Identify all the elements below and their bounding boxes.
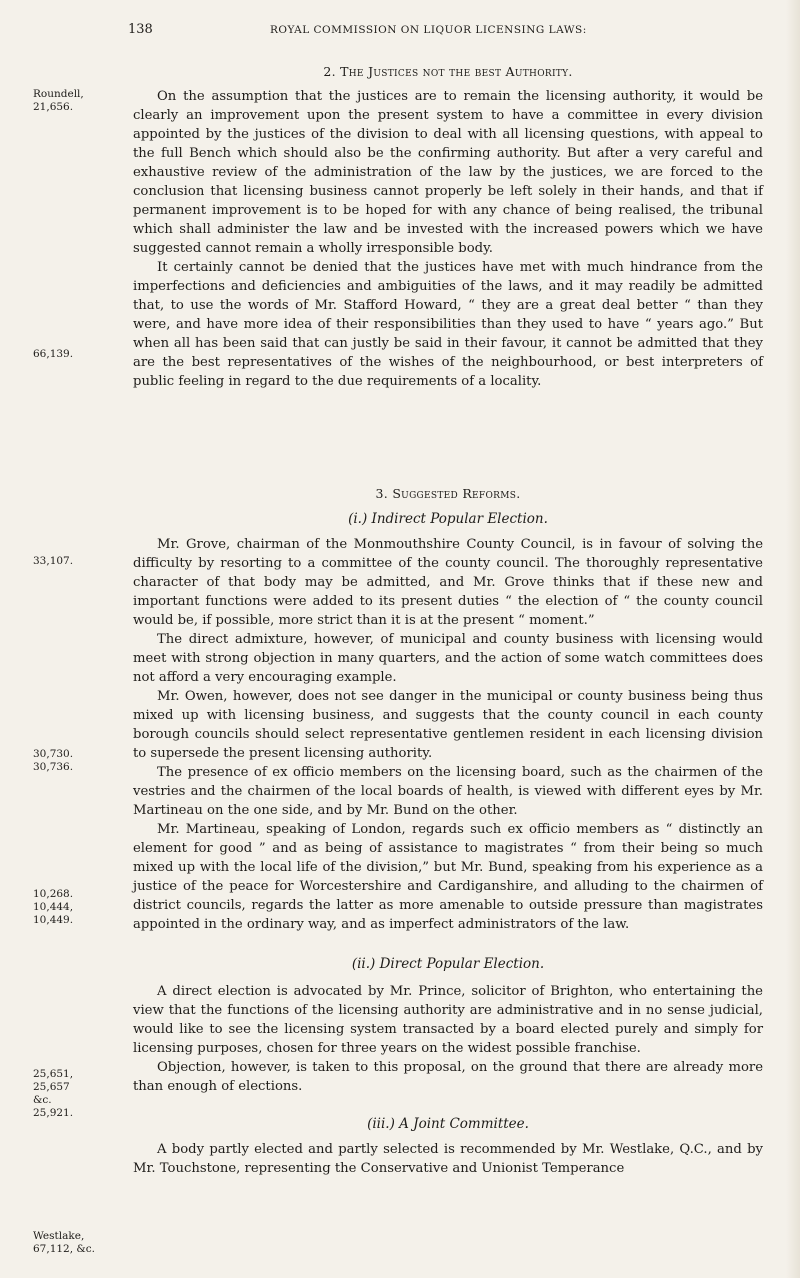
paragraph: Mr. Martineau, speaking of London, regards such ex officio members as “ distinctly an element for good ” and as being of assistance to magistrates “ from their being so much mixed up with the local life of the division,” but Mr. Bund, speaking from his experience as a justice of the peace for Worcestershire and Cardiganshire, and alluding to the chairmen of district councils, regards the latter as more amenable to outside pressure than magistrates appointed in the ordinary way, and as imperfect administrators of the law. xyxy=(133,822,763,932)
section-3-title: 3. Suggested Reforms. xyxy=(375,486,521,501)
paragraph: Objection, however, is taken to this proposal, on the ground that there are already more than enough of elections. xyxy=(133,1060,763,1094)
margin-note-25651: 25,651, 25,657 &c. 25,921. xyxy=(33,1068,74,1119)
margin-note-roundell: Roundell, 21,656. xyxy=(33,88,84,113)
page-edge-shadow xyxy=(786,0,800,1278)
paragraph: A body partly elected and partly selected is recommended by Mr. Westlake, Q.C., and by Mr. Touchstone, representing the Conservative and Unionist Temperance xyxy=(133,1142,763,1176)
paragraph: The direct admixture, however, of municipal and county business with licensing would meet with strong objection in many quarters, and the action of some watch committees does not afford a very encouraging example. xyxy=(133,632,763,685)
margin-note-66139: 66,139. xyxy=(33,348,74,360)
subheading-direct-election: (ii.) Direct Popular Election. xyxy=(351,956,545,972)
margin-note-westlake: Westlake, 67,112, &c. xyxy=(33,1230,95,1255)
section-2 xyxy=(133,64,763,391)
paragraph: Mr. Owen, however, does not see danger in the municipal or county business being thus mixed up with licensing business, and suggests that the county council in each county borough councils should select representative gentlemen resident in each licensing division to supersede the present licensing authority. xyxy=(133,689,763,761)
section-3 xyxy=(133,486,763,1178)
paragraph: On the assumption that the justices are to remain the licensing authority, it would be clearly an improvement upon the present system to have a committee in every division appointed by the justices of the division to deal with all licensing questions, with appeal to the full Bench which should also be the confirming authority. But after a very careful and exhaustive review of the administration of the law by the justices, we are forced to the conclusion that licensing business cannot properly be left solely in their hands, and that if permanent improvement is to be hoped for with any chance of being realised, the tribunal which shall administer the law and be invested with the increased powers which we have suggested cannot remain a wholly irresponsible body. xyxy=(133,89,763,256)
margin-note-33107: 33,107. xyxy=(33,555,74,567)
margin-note-10268: 10,268. 10,444, 10,449. xyxy=(33,888,74,926)
margin-note-30730: 30,730. 30,736. xyxy=(33,748,74,773)
page-number: 138 xyxy=(128,22,153,37)
running-head: ROYAL COMMISSION ON LIQUOR LICENSING LAWS: xyxy=(270,24,587,36)
paragraph: It certainly cannot be denied that the justices have met with much hindrance from the imperfections and deficiencies and ambiguities of the laws, and it may readily be admitted that, to use the words of Mr. Stafford Howard, “ they are a great deal better “ than they were, and have more idea of their responsibilities than they used to have “ years ago.” But when all has been said that can justly be said in their favour, it cannot be admitted that they are the best representatives of the wishes of the neighbourhood, or best interpreters of public feeling in regard to the due requirements of a locality. xyxy=(133,260,763,389)
paragraph: A direct election is advocated by Mr. Prince, solicitor of Brighton, who entertaining the view that the functions of the licensing authority are administrative and in no sense judicial, would like to see the licensing system transacted by a board elected purely and simply for licensing purposes, chosen for three years on the widest possible franchise. xyxy=(133,984,763,1056)
paragraph: Mr. Grove, chairman of the Monmouthshire County Council, is in favour of solving the difficulty by resorting to a committee of the county council. The thoroughly representative character of that body may be admitted, and Mr. Grove thinks that if these new and important functions were added to its present duties “ the election of “ the county council would be, if possible, more strict than it is at the present “ moment.” xyxy=(133,537,763,628)
subheading-indirect-election: (i.) Indirect Popular Election. xyxy=(348,511,548,527)
subheading-joint-committee: (iii.) A Joint Committee. xyxy=(367,1116,529,1132)
section-2-title: 2. The Justices not the best Authority. xyxy=(323,64,573,79)
paragraph: The presence of ex officio members on the licensing board, such as the chairmen of the vestries and the chairmen of the local boards of health, is viewed with different eyes by Mr. Martineau on the one side, and by Mr. Bund on the other. xyxy=(133,765,763,818)
page-header xyxy=(0,22,800,42)
